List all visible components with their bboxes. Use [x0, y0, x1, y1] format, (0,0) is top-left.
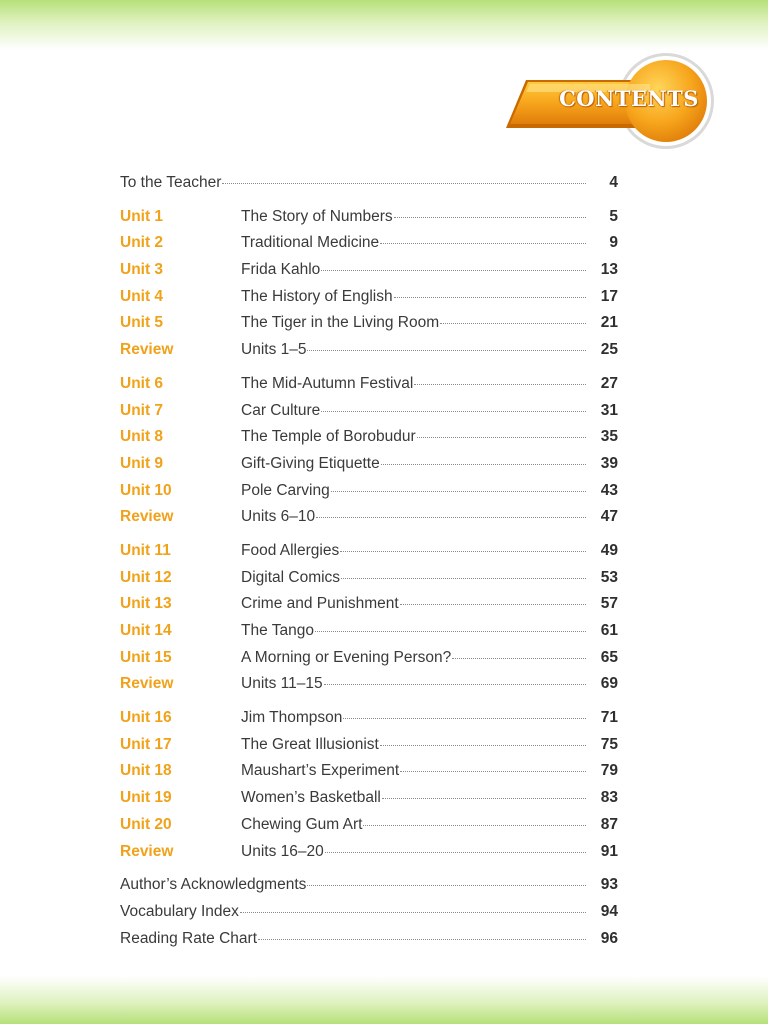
- toc-title: Car Culture: [241, 401, 321, 419]
- toc-title: Women’s Basketball: [241, 789, 381, 807]
- dot-leader: [417, 437, 586, 438]
- toc-label: Review: [120, 675, 174, 693]
- toc-label: Unit 5: [120, 314, 164, 332]
- toc-row-unit-18[interactable]: [120, 762, 618, 789]
- dot-leader: [324, 684, 586, 685]
- dot-leader: [315, 631, 586, 632]
- toc-label: Unit 17: [120, 735, 172, 753]
- toc-title: Gift-Giving Etiquette: [241, 454, 380, 472]
- toc-title: The History of English: [241, 287, 393, 305]
- toc-title: The Tango: [241, 622, 314, 639]
- toc-row-review-6-10[interactable]: [120, 508, 618, 535]
- toc-title: Digital Comics: [241, 568, 341, 586]
- toc-label: Unit 13: [120, 595, 172, 613]
- toc-row-vocabulary-index[interactable]: [120, 903, 618, 930]
- toc-title: The Story of Numbers: [241, 207, 393, 225]
- toc-row-reading-rate-chart[interactable]: [120, 930, 618, 957]
- toc-page-number: 53: [600, 568, 618, 586]
- toc-page-number: 25: [600, 341, 618, 359]
- toc-page-number: 27: [600, 374, 618, 392]
- toc-row-unit-16[interactable]: [120, 709, 618, 736]
- toc-title: Units 16–20: [241, 842, 324, 860]
- toc-page-number: 5: [609, 207, 618, 225]
- toc-page-number: 21: [600, 314, 618, 332]
- toc-title: The Mid-Autumn Festival: [241, 374, 414, 392]
- toc-title: Units 6–10: [241, 508, 316, 526]
- toc-row-unit-19[interactable]: [120, 789, 618, 816]
- toc-row-acknowledgments[interactable]: [120, 876, 618, 903]
- toc-row-review-16-20[interactable]: [120, 843, 618, 870]
- toc-page-number: 91: [600, 842, 618, 860]
- toc-row-unit-1[interactable]: [120, 208, 618, 235]
- toc-label: Unit 20: [120, 815, 172, 833]
- toc-title: Crime and Punishment: [241, 595, 399, 613]
- toc-page-number: 93: [600, 876, 618, 894]
- toc-label: Unit 18: [120, 762, 172, 780]
- toc-page-number: 31: [600, 401, 618, 419]
- toc-page-number: 75: [600, 735, 618, 753]
- toc-title: Chewing Gum Art: [241, 815, 363, 833]
- toc-row-unit-13[interactable]: [120, 595, 618, 622]
- toc-page-number: 9: [609, 234, 618, 252]
- toc-label: Unit 15: [120, 648, 172, 666]
- dot-leader: [321, 270, 586, 271]
- toc-label: Unit 10: [120, 481, 172, 499]
- dot-leader: [394, 217, 586, 218]
- toc-label: Unit 19: [120, 789, 172, 807]
- bottom-green-band: [0, 976, 768, 1024]
- toc-title: The Great Illusionist: [241, 735, 379, 753]
- toc-label: Unit 9: [120, 454, 164, 472]
- dot-leader: [307, 885, 586, 886]
- toc-label: Review: [120, 508, 174, 526]
- toc-title: Author’s Acknowledgments: [120, 876, 307, 894]
- toc-title: Food Allergies: [241, 541, 340, 559]
- toc-page-number: 17: [600, 287, 618, 305]
- toc-page-number: 65: [600, 648, 618, 666]
- toc-page-number: 94: [600, 902, 618, 920]
- toc-row-unit-12[interactable]: [120, 569, 618, 596]
- toc-page-number: 61: [600, 622, 618, 639]
- dot-leader: [394, 297, 586, 298]
- toc-row-to-the-teacher[interactable]: [120, 174, 618, 201]
- toc-row-review-1-5[interactable]: [120, 341, 618, 368]
- dot-leader: [400, 604, 586, 605]
- dot-leader: [380, 745, 586, 746]
- table-of-contents: [120, 174, 618, 956]
- toc-label: Unit 16: [120, 709, 172, 727]
- contents-heading: CONTENTS: [559, 86, 699, 111]
- dot-leader: [363, 825, 586, 826]
- dot-leader: [341, 578, 586, 579]
- section-gap: [120, 368, 618, 375]
- toc-page-number: 49: [600, 541, 618, 559]
- toc-label: Unit 4: [120, 287, 164, 305]
- toc-title: Maushart’s Experiment: [241, 762, 400, 780]
- toc-label: Review: [120, 842, 174, 860]
- contents-badge: [500, 52, 730, 162]
- toc-label: Unit 11: [120, 541, 171, 559]
- dot-leader: [340, 551, 586, 552]
- toc-page-number: 71: [600, 709, 618, 727]
- toc-label: Unit 8: [120, 428, 164, 446]
- toc-page-number: 69: [600, 675, 618, 693]
- toc-title: Pole Carving: [241, 481, 330, 499]
- toc-label: Unit 12: [120, 568, 172, 586]
- toc-title: Units 11–15: [241, 675, 323, 693]
- toc-row-unit-6[interactable]: [120, 375, 618, 402]
- toc-row-unit-7[interactable]: [120, 402, 618, 429]
- toc-page-number: 35: [600, 428, 618, 446]
- toc-page-number: 47: [600, 508, 618, 526]
- toc-page-number: 57: [600, 595, 618, 613]
- toc-title: Jim Thompson: [241, 709, 343, 727]
- section-gap: [120, 869, 618, 876]
- dot-leader: [331, 491, 586, 492]
- toc-row-review-11-15[interactable]: [120, 675, 618, 702]
- toc-row-unit-20[interactable]: [120, 816, 618, 843]
- toc-row-unit-15[interactable]: [120, 649, 618, 676]
- dot-leader: [258, 939, 586, 940]
- toc-row-unit-4[interactable]: [120, 288, 618, 315]
- dot-leader: [307, 350, 586, 351]
- toc-label: Review: [120, 341, 174, 359]
- toc-row-unit-3[interactable]: [120, 261, 618, 288]
- dot-leader: [316, 517, 586, 518]
- section-gap: [120, 535, 618, 542]
- toc-title: Vocabulary Index: [120, 902, 239, 920]
- toc-page-number: 13: [600, 261, 618, 279]
- dot-leader: [321, 411, 586, 412]
- section-gap: [120, 201, 618, 208]
- dot-leader: [382, 798, 586, 799]
- toc-page-number: 87: [600, 815, 618, 833]
- toc-title: Traditional Medicine: [241, 234, 380, 252]
- dot-leader: [380, 243, 586, 244]
- toc-page-number: 79: [600, 762, 618, 780]
- toc-label: Unit 14: [120, 622, 172, 639]
- toc-row-unit-14[interactable]: [120, 622, 618, 649]
- toc-title: Reading Rate Chart: [120, 929, 257, 947]
- toc-title: A Morning or Evening Person?: [241, 648, 452, 666]
- toc-page-number: 96: [600, 929, 618, 947]
- dot-leader: [414, 384, 586, 385]
- toc-label: Unit 2: [120, 234, 164, 252]
- dot-leader: [240, 912, 586, 913]
- toc-row-unit-8[interactable]: [120, 428, 618, 455]
- dot-leader: [381, 464, 586, 465]
- toc-row-unit-10[interactable]: [120, 482, 618, 509]
- toc-row-unit-2[interactable]: [120, 234, 618, 261]
- toc-title: To the Teacher: [120, 174, 222, 191]
- dot-leader: [452, 658, 586, 659]
- dot-leader: [440, 323, 586, 324]
- dot-leader: [343, 718, 586, 719]
- toc-page-number: 83: [600, 789, 618, 807]
- toc-title: The Temple of Borobudur: [241, 428, 416, 446]
- dot-leader: [222, 183, 586, 184]
- dot-leader: [400, 771, 586, 772]
- toc-page-number: 43: [600, 481, 618, 499]
- toc-label: Unit 6: [120, 374, 164, 392]
- toc-label: Unit 7: [120, 401, 164, 419]
- toc-title: Units 1–5: [241, 341, 307, 359]
- dot-leader: [325, 852, 586, 853]
- toc-label: Unit 1: [120, 207, 164, 225]
- toc-title: The Tiger in the Living Room: [241, 314, 440, 332]
- toc-title: Frida Kahlo: [241, 261, 321, 279]
- toc-row-unit-5[interactable]: [120, 314, 618, 341]
- toc-row-unit-11[interactable]: [120, 542, 618, 569]
- toc-row-unit-9[interactable]: [120, 455, 618, 482]
- toc-label: Unit 3: [120, 261, 164, 279]
- top-green-band: [0, 0, 768, 50]
- toc-row-unit-17[interactable]: [120, 736, 618, 763]
- toc-page-number: 4: [609, 174, 618, 191]
- section-gap: [120, 702, 618, 709]
- toc-page-number: 39: [600, 454, 618, 472]
